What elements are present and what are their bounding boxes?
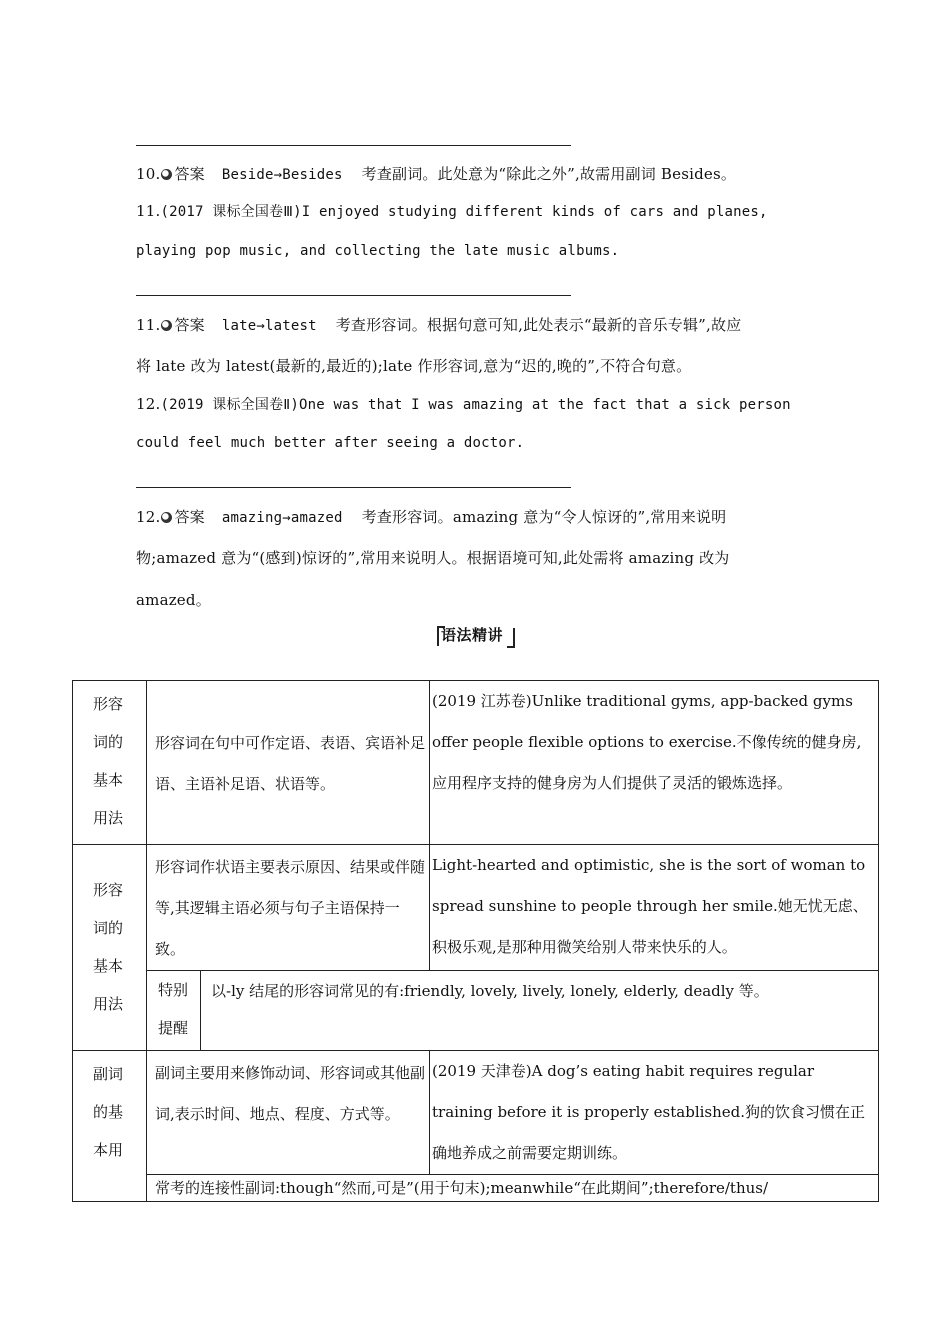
table-row [73,681,879,845]
answer-12-line3: amazed。 [136,591,211,609]
example-cell [430,1051,879,1175]
example-text: Light-hearted and optimistic, she is the sort of woman to spread sunshine to people through her smile.她无忧无虑、积极乐观,是那种用微笑给别人带来快乐的人。 [432,856,868,956]
example-cell [430,845,879,971]
section-title [437,624,515,648]
grammar-table [72,680,879,1202]
answer-blank-line [136,295,571,296]
answer-12 [136,506,726,527]
rule-cell [147,681,430,845]
note-label-text: 提醒 [158,1019,189,1037]
note-cell [201,971,879,1051]
answer-12-line2: 物;amazed 意为“(感到)惊讶的”,常用来说明人。根据语境可知,此处需将 amazing 改为 [136,549,730,567]
note-label-cell [147,971,201,1051]
rule-text: 形容词在句中可作定语、表语、宾语补足语、主语补足语、状语等。 [155,734,426,793]
question-text: (2019 课标全国卷Ⅱ)One was that I was amazing at the fact that a sick person [160,397,791,413]
table-row [73,1175,879,1202]
category-text: 形容 [93,695,124,713]
connective-text: 常考的连接性副词:though“然而,可是”(用于句末);meanwhile“在此期间”;therefore/thus/ [155,1179,769,1197]
category-text: 形容 [93,881,124,899]
category-cell [73,845,147,1051]
answer-badge-icon [161,320,172,331]
answer-blank-line [136,145,571,146]
answer-badge-icon [161,512,172,523]
question-11-line1 [136,201,768,221]
note-label-text: 特别 [158,981,189,999]
question-12-line2: could feel much better after seeing a doctor. [136,435,525,451]
question-text: (2017 课标全国卷Ⅲ)I enjoyed studying different kinds of cars and planes, [160,204,768,220]
rule-text: 副词主要用来修饰动词、形容词或其他副词,表示时间、地点、程度、方式等。 [155,1064,426,1123]
question-11-line2: playing pop music, and collecting the late music albums. [136,243,620,259]
table-row [73,1051,879,1175]
item-number: 11. [136,202,161,220]
category-cell [73,681,147,845]
table-row [73,845,879,971]
answer-10 [136,163,736,184]
answer-badge-icon [161,169,172,180]
connective-cell [147,1175,879,1202]
answer-label: 答案 [174,165,205,183]
explanation: 考查形容词。根据句意可知,此处表示“最新的音乐专辑”,故应 [335,316,742,334]
rule-cell [147,1051,430,1175]
question-12-line1 [136,394,791,414]
category-cell [73,1051,147,1202]
table-row [73,971,879,1051]
correction: Beside→Besides [221,167,343,183]
answer-11-line2: 将 late 改为 latest(最新的,最近的);late 作形容词,意为“迟的,晚的”,不符合句意。 [136,357,692,375]
category-text: 本用 [93,1141,124,1159]
example-text: (2019 天津卷)A dog’s eating habit requires regular training before it is properly established.狗的饮食习惯在正确地养成之前需要定期训练。 [432,1062,866,1162]
answer-label: 答案 [174,316,205,334]
correction: amazing→amazed [221,510,343,526]
item-number: 12. [136,508,161,526]
item-number: 12. [136,395,161,413]
item-number: 11. [136,316,161,334]
example-cell [430,681,879,845]
section-title-text: 语法精讲 [441,626,504,644]
explanation: 考查形容词。amazing 意为“令人惊讶的”,常用来说明 [361,508,727,526]
answer-label: 答案 [174,508,205,526]
category-text: 副词 [93,1065,124,1083]
rule-text: 形容词作状语主要表示原因、结果或伴随等,其逻辑主语必须与句子主语保持一致。 [155,858,426,958]
category-text: 的基 [93,1103,124,1121]
category-text: 词的 [93,733,124,751]
example-text: (2019 江苏卷)Unlike traditional gyms, app-backed gyms offer people flexible options to exercise.不像传统的健身房,应用程序支持的健身房为人们提供了灵活的锻炼选择。 [432,692,862,792]
category-text: 用法 [93,995,124,1013]
explanation: 考查副词。此处意为“除此之外”,故需用副词 Besides。 [361,165,737,183]
answer-11 [136,314,741,335]
correction: late→latest [221,318,317,334]
answer-blank-line [136,487,571,488]
category-text: 基本 [93,957,124,975]
title-bracket-right [507,628,515,648]
category-text: 词的 [93,919,124,937]
item-number: 10. [136,165,161,183]
category-text: 用法 [93,809,124,827]
category-text: 基本 [93,771,124,789]
note-text: 以-ly 结尾的形容词常见的有:friendly, lovely, lively, lonely, elderly, deadly 等。 [211,982,769,1000]
rule-cell [147,845,430,971]
